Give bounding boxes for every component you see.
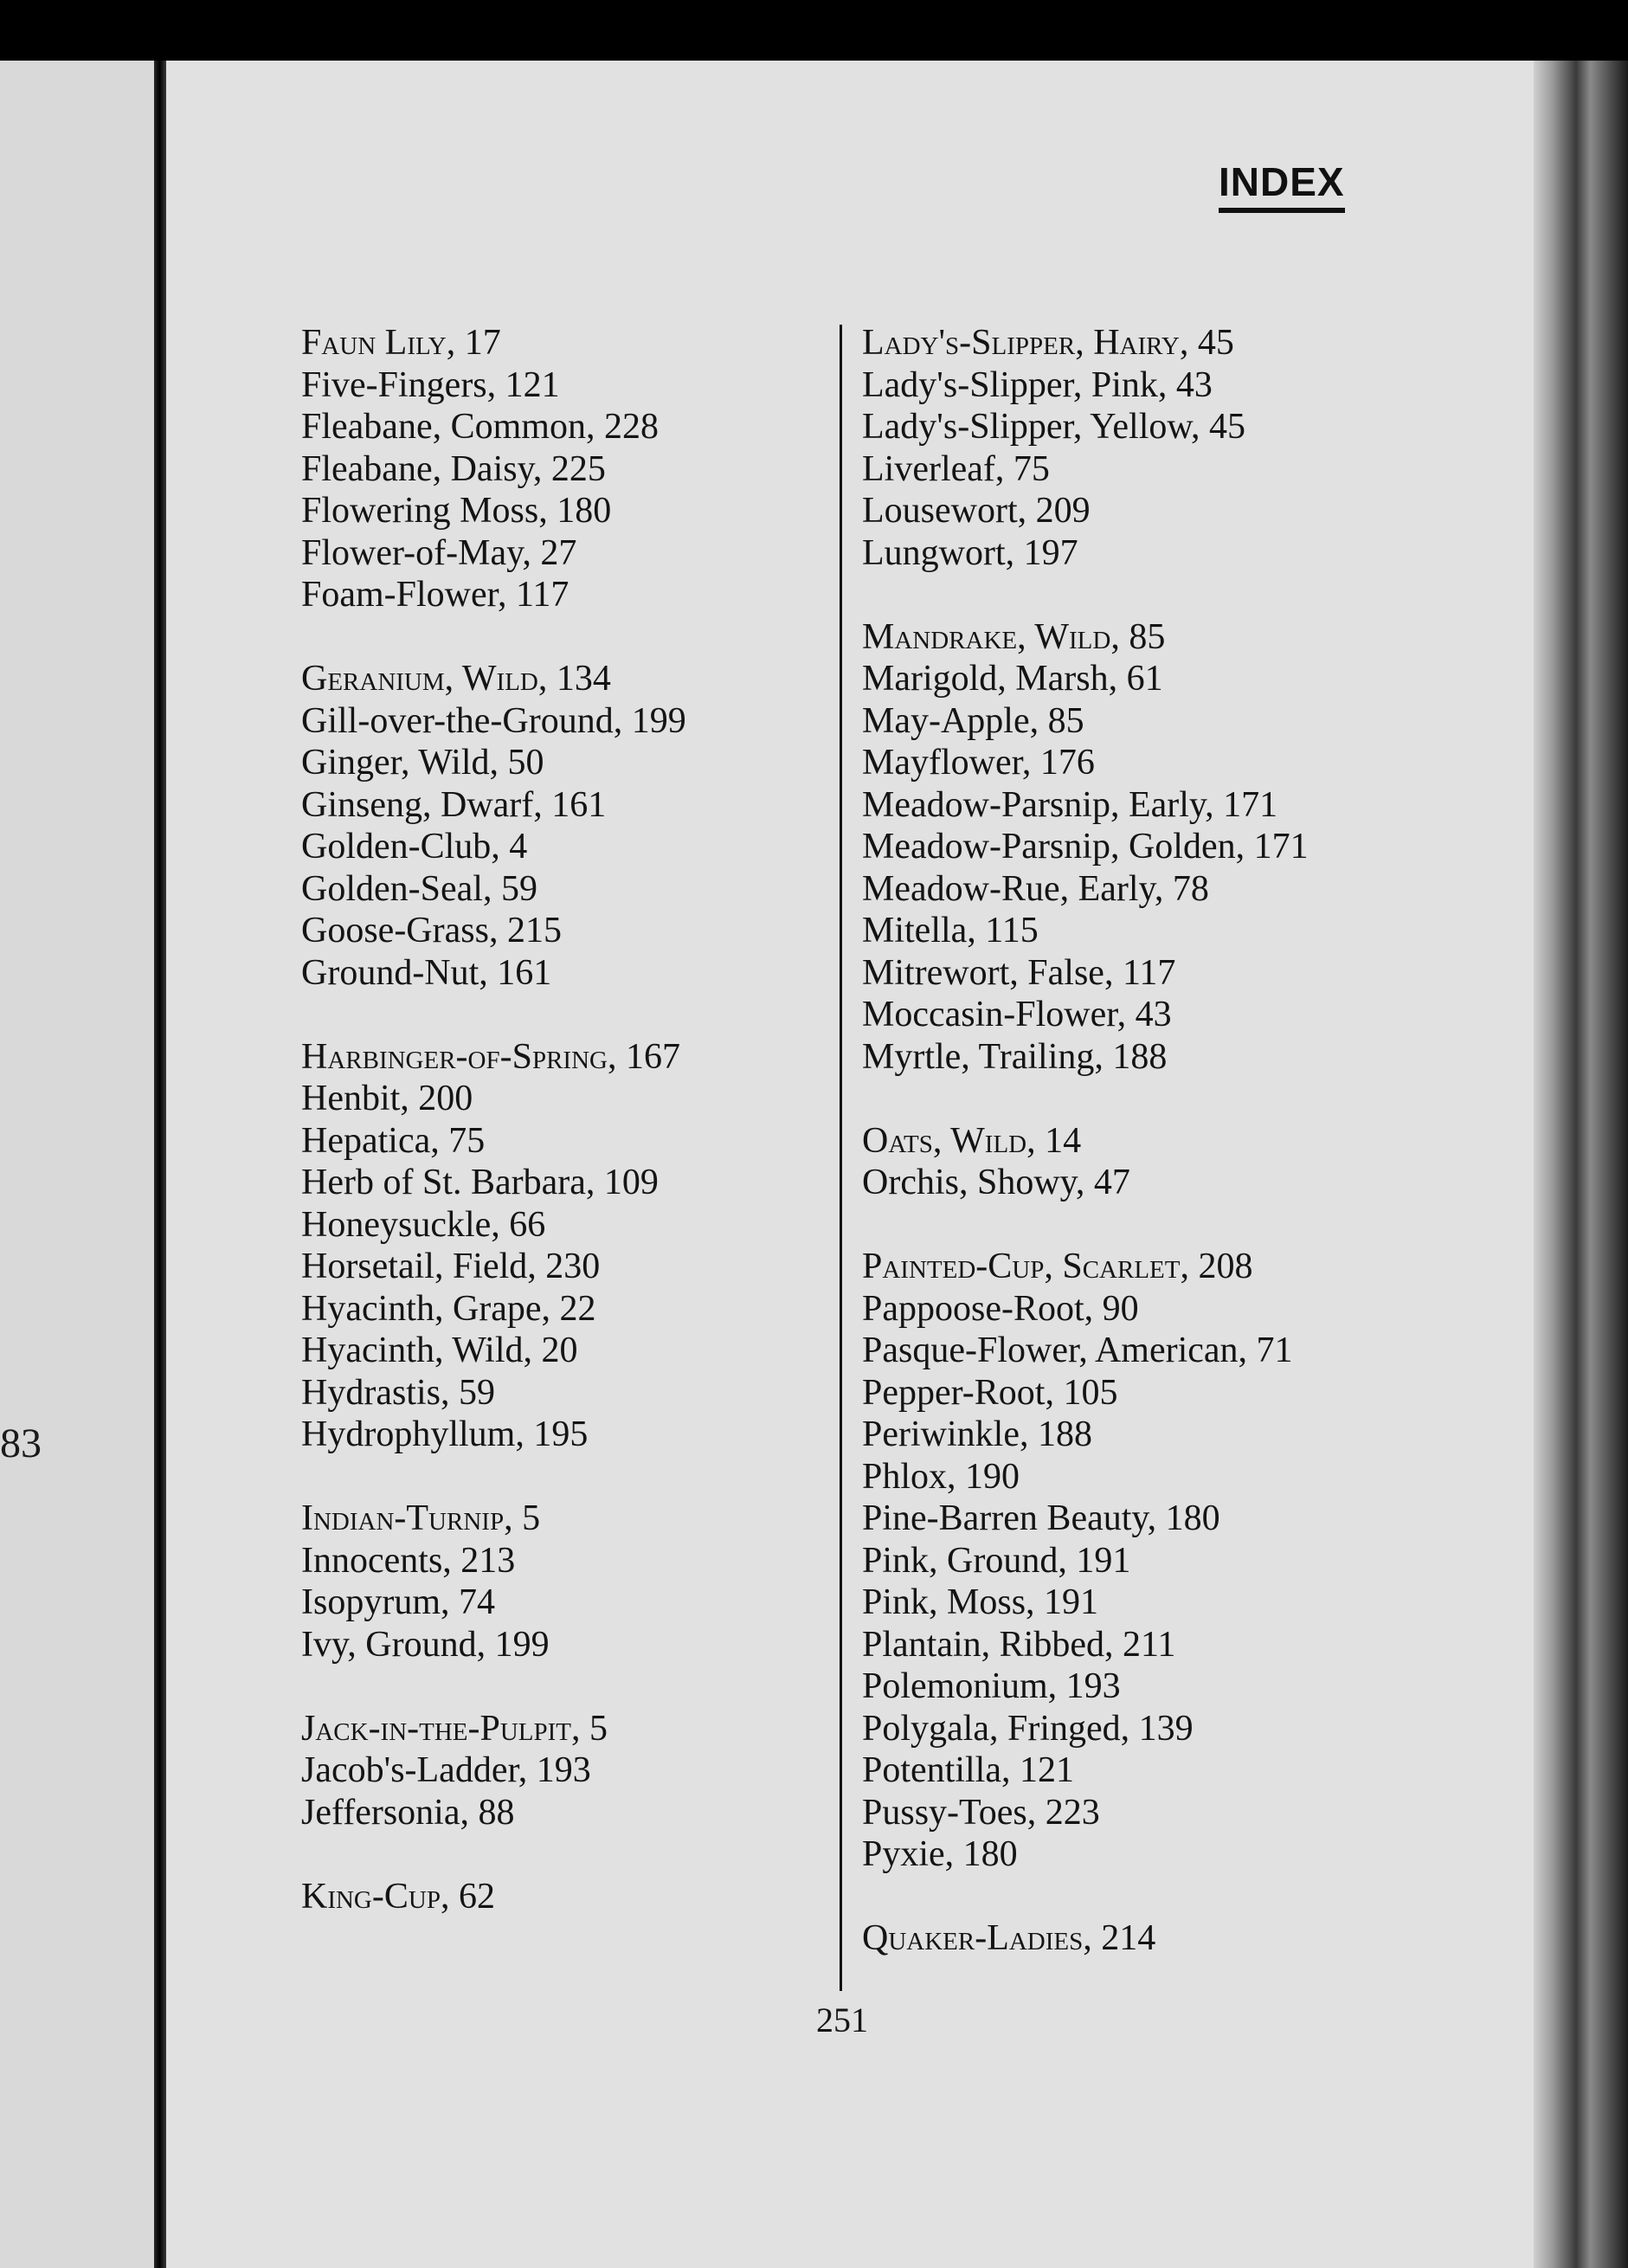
index-entry: Jacob's-Ladder, 193 (301, 1750, 591, 1790)
index-letter-group (301, 322, 786, 616)
index-entry: Henbit, 200 (301, 1079, 473, 1118)
index-entry: Isopyrum, 74 (301, 1582, 495, 1622)
index-entry: Hydrophyllum, 195 (301, 1414, 589, 1454)
index-entry: Goose-Grass, 215 (301, 911, 562, 950)
scan-top-border (0, 0, 1628, 61)
index-entry: Jeffersonia, 88 (301, 1792, 515, 1833)
index-letter-group (862, 1917, 1416, 1960)
index-entry: Innocents, 213 (301, 1540, 516, 1581)
index-entry: Mandrake, Wild, 85 (862, 616, 1166, 657)
index-entry: Polemonium, 193 (862, 1666, 1121, 1706)
index-letter-group (301, 658, 786, 994)
index-entry: May-Apple, 85 (862, 700, 1084, 741)
index-letter-group (862, 616, 1416, 1079)
index-entry: Herb of St. Barbara, 109 (301, 1163, 659, 1202)
index-entry: Golden-Club, 4 (301, 827, 528, 867)
index-letter-group (301, 1036, 786, 1456)
index-entry: Meadow-Parsnip, Early, 171 (862, 784, 1278, 825)
index-letter-group (301, 1876, 786, 1918)
index-entry: Potentilla, 121 (862, 1750, 1074, 1790)
index-entry: Flower-of-May, 27 (301, 532, 577, 573)
index-entry: Flowering Moss, 180 (301, 491, 612, 531)
index-entry: King-Cup, 62 (301, 1876, 495, 1917)
index-entry: Mitella, 115 (862, 911, 1039, 950)
index-entry: Ground-Nut, 161 (301, 952, 552, 993)
page-number: 251 (816, 2001, 868, 2039)
index-entry: Faun Lily, 17 (301, 323, 501, 363)
book-gutter (154, 61, 166, 2268)
index-entry: Pussy-Toes, 223 (862, 1792, 1100, 1833)
index-entry: Ginseng, Dwarf, 161 (301, 784, 607, 825)
facing-page (0, 61, 156, 2268)
index-entry: Meadow-Parsnip, Golden, 171 (862, 827, 1309, 867)
index-entry: Indian-Turnip, 5 (301, 1498, 541, 1538)
index-entry: Honeysuckle, 66 (301, 1204, 546, 1245)
index-entry: Meadow-Rue, Early, 78 (862, 868, 1209, 909)
index-letter-group (862, 1120, 1416, 1204)
index-entry: Phlox, 190 (862, 1456, 1020, 1497)
index-entry: Lungwort, 197 (862, 532, 1078, 573)
index-entry: Pine-Barren Beauty, 180 (862, 1498, 1220, 1538)
index-letter-group (862, 322, 1416, 574)
index-entry: Painted-Cup, Scarlet, 208 (862, 1247, 1253, 1286)
index-entry: Myrtle, Trailing, 188 (862, 1036, 1168, 1077)
index-column-right (862, 322, 1416, 1960)
index-entry: Hyacinth, Wild, 20 (301, 1331, 578, 1370)
index-entry: Fleabane, Daisy, 225 (301, 448, 606, 489)
facing-page-number: 83 (0, 1421, 42, 1466)
index-entry: Jack-in-the-Pulpit, 5 (301, 1708, 608, 1749)
index-letter-group (301, 1708, 786, 1834)
index-entry: Periwinkle, 188 (862, 1414, 1092, 1454)
index-entry: Ivy, Ground, 199 (301, 1624, 550, 1665)
index-entry: Pink, Ground, 191 (862, 1540, 1131, 1581)
index-entry: Oats, Wild, 14 (862, 1120, 1082, 1161)
index-entry: Plantain, Ribbed, 211 (862, 1624, 1176, 1665)
index-entry: Five-Fingers, 121 (301, 364, 560, 405)
index-entry: Moccasin-Flower, 43 (862, 995, 1172, 1034)
index-entry: Liverleaf, 75 (862, 448, 1050, 489)
index-entry: Orchis, Showy, 47 (862, 1163, 1130, 1202)
index-entry: Mayflower, 176 (862, 743, 1095, 783)
index-entry: Horsetail, Field, 230 (301, 1247, 601, 1286)
index-entry: Pappoose-Root, 90 (862, 1288, 1139, 1329)
index-entry: Harbinger-of-Spring, 167 (301, 1036, 680, 1077)
index-entry: Quaker-Ladies, 214 (862, 1918, 1156, 1958)
index-entry: Pepper-Root, 105 (862, 1372, 1118, 1413)
index-entry: Lady's-Slipper, Yellow, 45 (862, 407, 1245, 447)
index-entry: Polygala, Fringed, 139 (862, 1708, 1194, 1749)
index-column-left (301, 322, 786, 1917)
index-entry: Foam-Flower, 117 (301, 575, 569, 615)
index-entry: Pyxie, 180 (862, 1834, 1018, 1874)
index-entry: Geranium, Wild, 134 (301, 659, 611, 699)
index-entry: Hydrastis, 59 (301, 1372, 495, 1413)
index-entry: Hepatica, 75 (301, 1120, 486, 1161)
index-entry: Gill-over-the-Ground, 199 (301, 700, 686, 741)
index-entry: Fleabane, Common, 228 (301, 407, 659, 447)
index-entry: Hyacinth, Grape, 22 (301, 1288, 596, 1329)
index-letter-group (301, 1498, 786, 1666)
index-letter-group (862, 1246, 1416, 1876)
index-entry: Ginger, Wild, 50 (301, 743, 544, 783)
index-entry: Lady's-Slipper, Pink, 43 (862, 364, 1213, 405)
index-entry: Lousewort, 209 (862, 491, 1091, 531)
page-edge (1534, 61, 1628, 2268)
index-entry: Golden-Seal, 59 (301, 868, 537, 909)
index-entry: Marigold, Marsh, 61 (862, 659, 1163, 699)
index-entry: Mitrewort, False, 117 (862, 952, 1176, 993)
index-entry: Pasque-Flower, American, 71 (862, 1331, 1293, 1370)
index-entry: Pink, Moss, 191 (862, 1582, 1099, 1622)
running-head: INDEX (1219, 160, 1345, 213)
index-entry: Lady's-Slipper, Hairy, 45 (862, 323, 1234, 363)
column-divider (840, 325, 842, 1991)
